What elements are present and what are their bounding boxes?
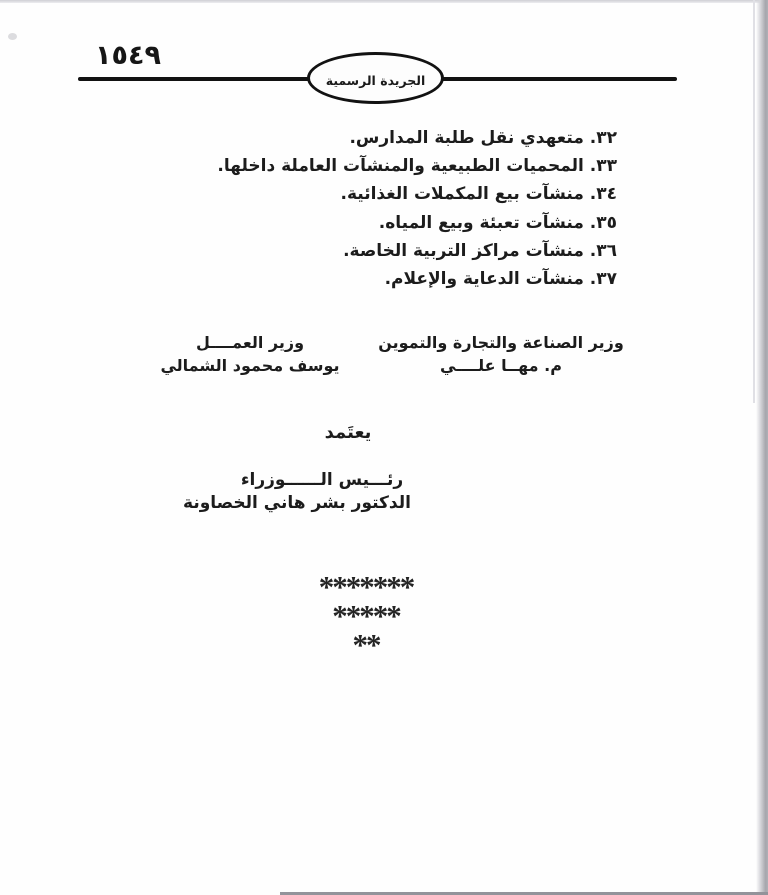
list-item: ٣٧. منشآت الدعاية والإعلام. <box>384 269 617 290</box>
signature-labour-minister <box>120 331 380 377</box>
scan-edge-top <box>0 0 768 3</box>
star-row: ******* <box>318 569 414 604</box>
list-item: ٣٢. متعهدي نقل طلبة المدارس. <box>349 128 617 148</box>
list-item: ٣٦. منشآت مراكز التربية الخاصة. <box>343 240 617 261</box>
minister-title: وزير الصناعة والتجارة والتموين <box>378 333 624 352</box>
signature-industry-minister <box>371 331 631 377</box>
star-row: ***** <box>332 598 400 633</box>
minister-title: وزير العمــــل <box>195 333 305 352</box>
prime-minister-name: الدكتور بشر هاني الخصاونة <box>183 493 411 513</box>
scan-edge-right <box>756 0 768 895</box>
minister-name: م. مهــا علــــي <box>440 356 562 375</box>
page-number: ١٥٤٩ <box>95 40 161 71</box>
scan-edge-right-inner <box>753 0 755 403</box>
gazette-badge-label: الجريدة الرسمية <box>325 72 426 88</box>
star-row: ** <box>352 627 380 662</box>
star-separator <box>216 569 516 662</box>
list-item: ٣٤. منشآت بيع المكملات الغذائية. <box>340 184 617 205</box>
establishments-list <box>217 124 617 293</box>
gazette-badge <box>307 52 444 104</box>
approval-stamp: يعتَمد <box>324 422 372 443</box>
minister-name: يوسف محمود الشمالي <box>160 356 340 375</box>
scan-speck <box>8 33 17 40</box>
list-item: ٣٣. المحميات الطبيعية والمنشآت العاملة داخلها. <box>217 156 617 177</box>
list-item: ٣٥. منشآت تعبئة وبيع المياه. <box>378 212 617 233</box>
prime-minister-title: رئـــيس الــــــوزراء <box>240 470 404 490</box>
